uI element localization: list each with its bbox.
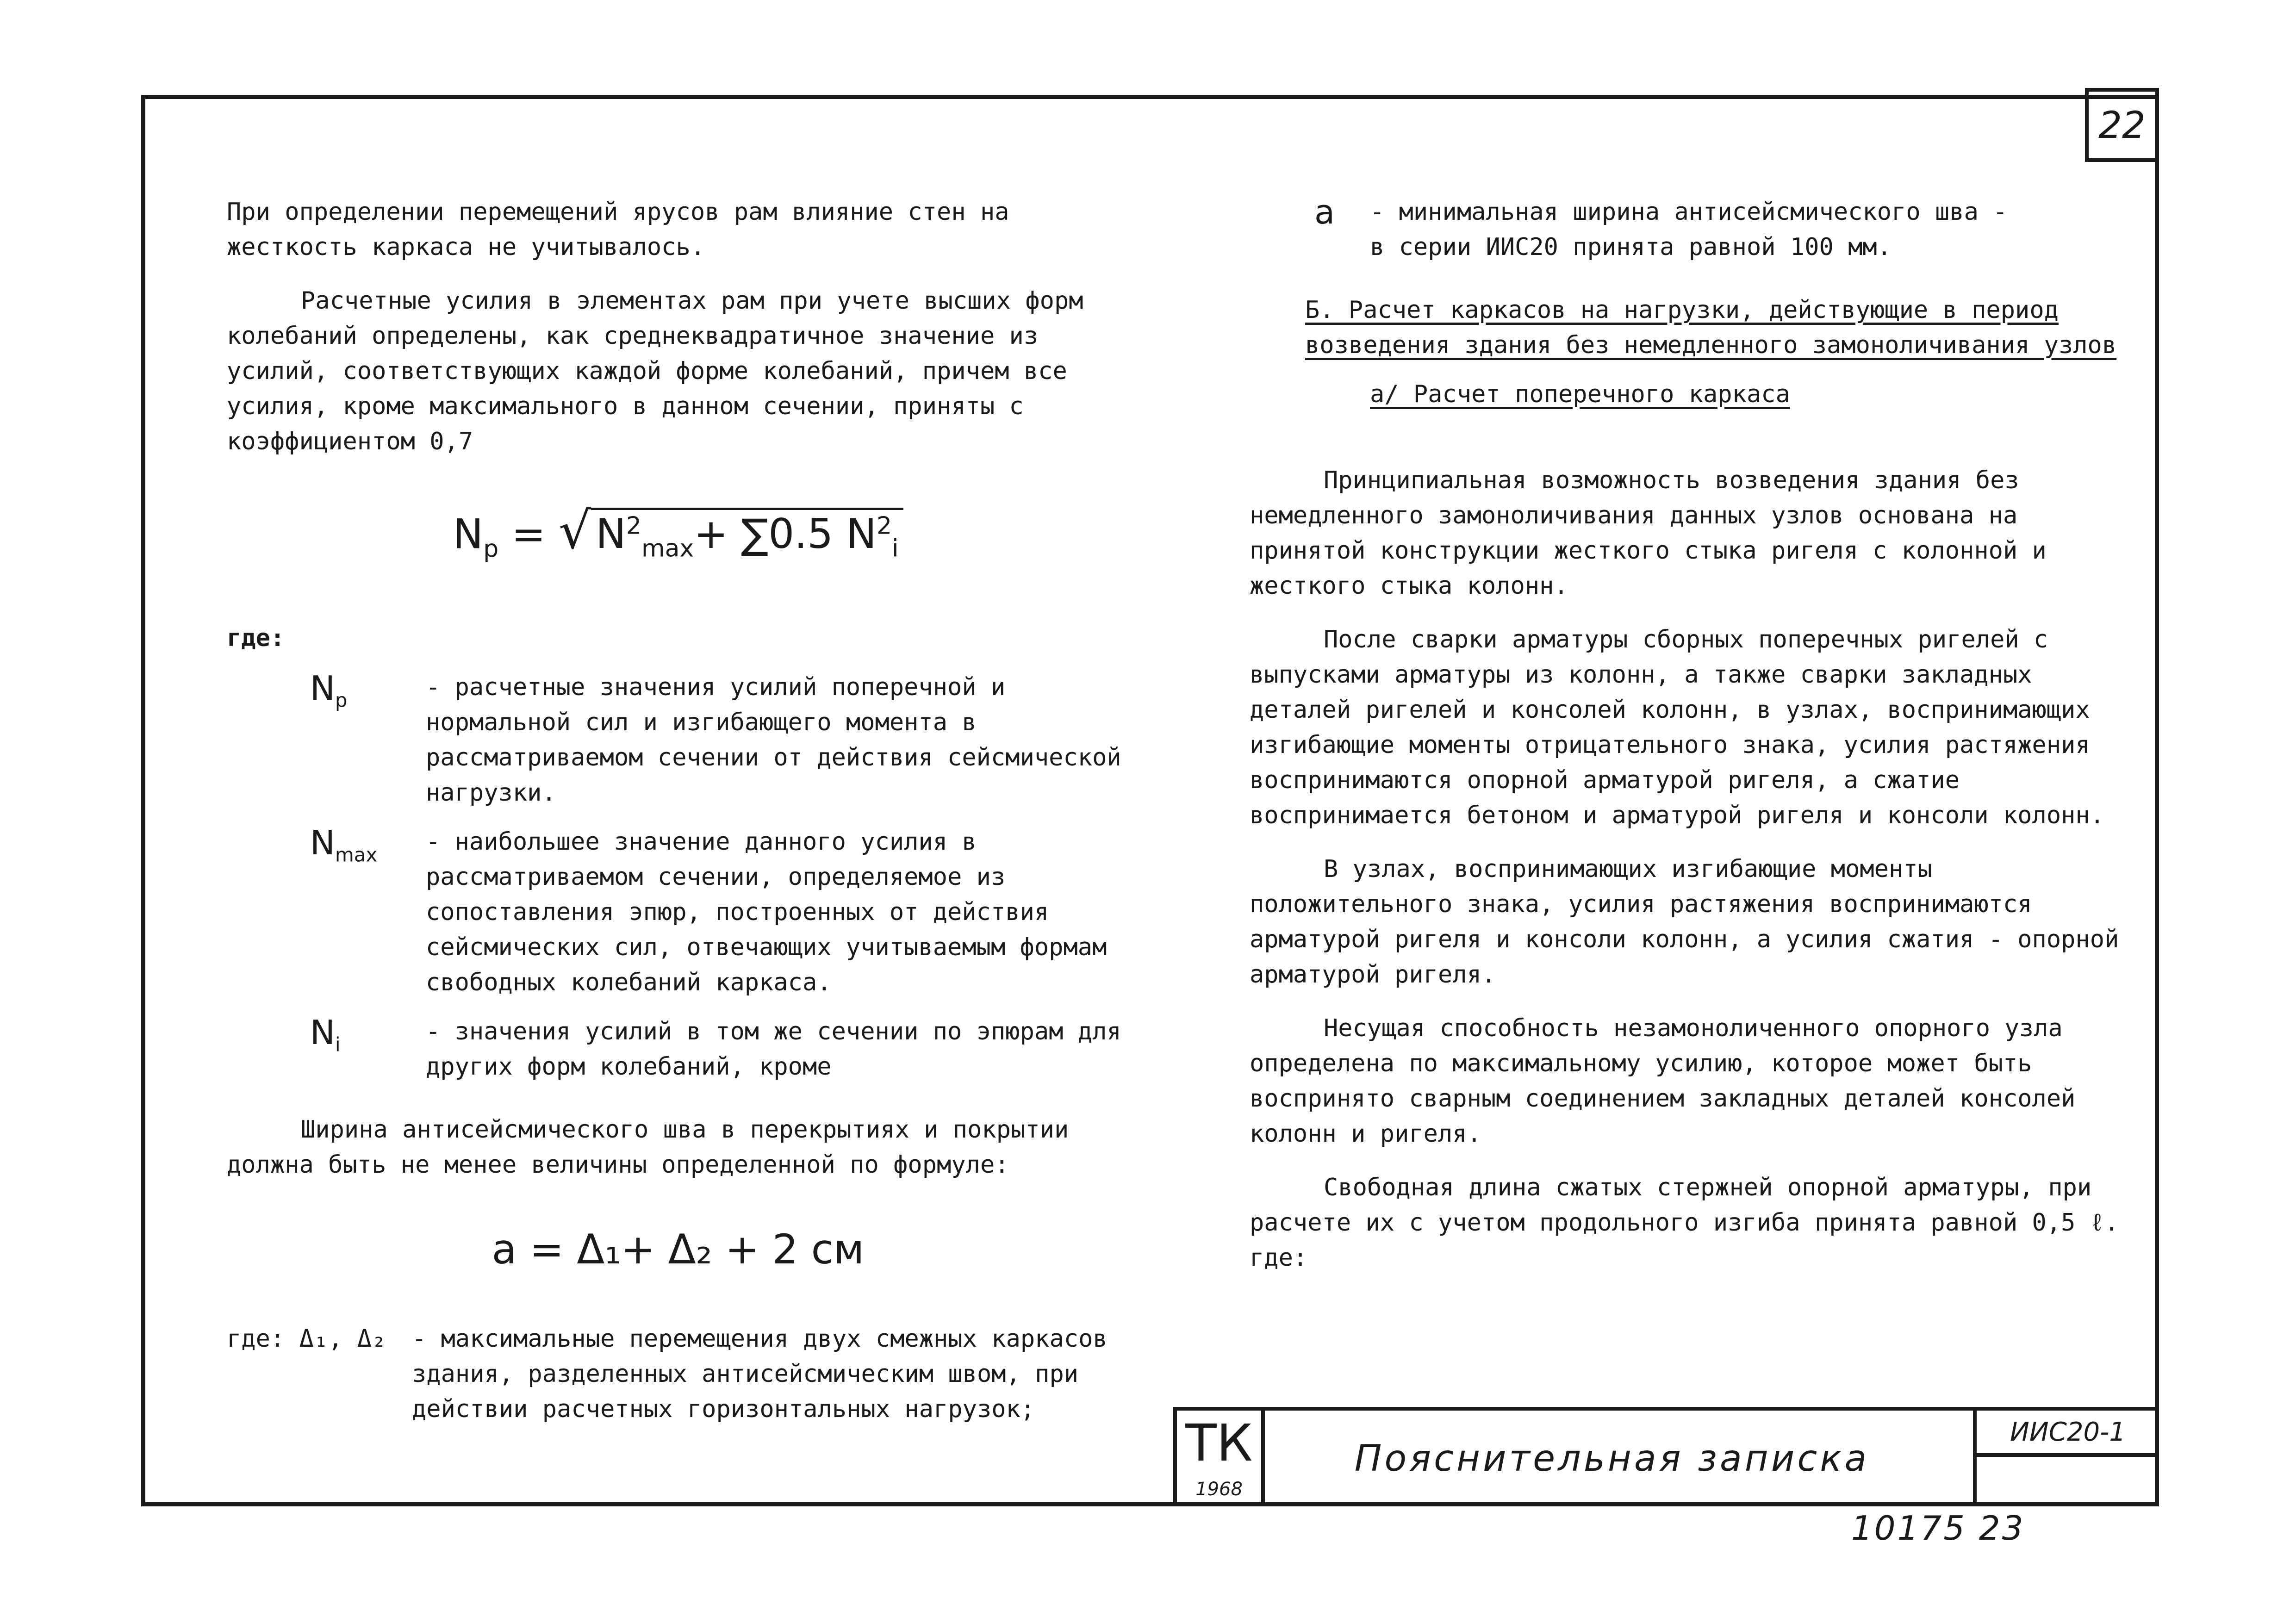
sheet-number: 22: [2085, 88, 2159, 162]
where-label-1: где:: [227, 624, 285, 652]
right-paragraph-2: После сварки арматуры сборных поперечных ригелей с выпусками арматуры из колонн, а также сварки закладных деталей ригелей и консолей колонн, в узлах, воспринимающих изгибающие моменты отрицательного знака, усилия растяжения воспринимаются опорной арматурой ригеля, а сжатие воспринимается бетоном и арматурой ригеля и консоли колонн.: [1250, 626, 2105, 829]
right-paragraph-1: Принципиальная возможность возведения здания без немедленного замоноличивания данных узлов основана на принятой конструкции жесткого стыка ригеля с колонной и жесткого стыка колонн.: [1250, 466, 2047, 600]
inventory-number: 10175 23: [1851, 1509, 2025, 1548]
subsection-a-title: а/ Расчет поперечного каркаса: [1370, 380, 1790, 408]
document-title: Пояснительная записка: [1354, 1437, 1870, 1480]
left-paragraph-2: Расчетные усилия в элементах рам при учете высших форм колебаний определены, как среднеквадратичное значение из усилий, соответствующих каждой форме колебаний, причем все усилия, кроме максимального в данном сечении, приняты с коэффициентом 0,7: [227, 287, 1083, 455]
formula-np: $N_p$ = √ $N^2_{max}+ \sum 0.5$ $N^2_i$: [227, 501, 1129, 574]
right-paragraph-3: В узлах, воспринимающих изгибающие моменты положительного знака, усилия растяжения воспринимаются арматурой ригеля и консоли колонн, а усилия сжатия - опорной арматурой ригеля.: [1250, 855, 2119, 989]
org-mark: ТК: [1177, 1411, 1265, 1506]
where-label-right: где:: [1250, 1244, 1308, 1272]
a-definition: a - минимальная ширина антисейсмического шва - в серии ИИС20 принята равной 100 мм.: [1314, 193, 2008, 261]
right-column: [1250, 194, 2129, 1275]
right-paragraph-4: Несущая способность незамоноличенного опорного узла определена по максимальному усилию, которое может быть воспринято сварным соединением закладных деталей консолей колонн и ригеля.: [1250, 1014, 2076, 1148]
year: 1968: [1195, 1479, 1243, 1500]
term-np: $N_p$ - расчетные значения усилий поперечной и нормальной сил и изгибающего момента в рассматриваемом сечении от действия сейсмической нагрузки.: [310, 668, 1121, 807]
term-nmax: $N_{max}$ - наибольшее значение данного усилия в рассматриваемом сечении, определяемое из сопоставления эпюр, построенных от действия сейсмических сил, отвечающих учитываемым формам свободных колебаний каркаса.: [310, 823, 1107, 996]
series-code: ИИС20-1: [1973, 1411, 2159, 1457]
formula-a: a = Δ₁+ Δ₂ + 2 см: [492, 1225, 865, 1273]
section-b-title: Б. Расчет каркасов на нагрузки, действующие в период возведения здания без немедленного замоноличивания узлов: [1305, 296, 2117, 359]
title-block: [1173, 1407, 2159, 1506]
blank-cell: [1973, 1457, 2159, 1506]
where-row-2: где: Δ₁, Δ₂ - максимальные перемещения двух смежных каркасов здания, разделенных антисейсмическим швом, при действии расчетных горизонтальных нагрузок;: [227, 1325, 1108, 1423]
term-ni: $N_i$ - значения усилий в том же сечении по эпюрам для других форм колебаний, кроме: [310, 1013, 1121, 1081]
right-paragraph-5: Свободная длина сжатых стержней опорной арматуры, при расчете их с учетом продольного изгиба принята равной 0,5 ℓ.: [1250, 1174, 2119, 1237]
left-paragraph-1: При определении перемещений ярусов рам влияние стен на жесткость каркаса не учитывалось.: [227, 198, 1009, 261]
left-column: [227, 194, 1129, 1427]
left-paragraph-3: Ширина антисейсмического шва в перекрытиях и покрытии должна быть не менее величины определенной по формуле:: [227, 1115, 1069, 1179]
